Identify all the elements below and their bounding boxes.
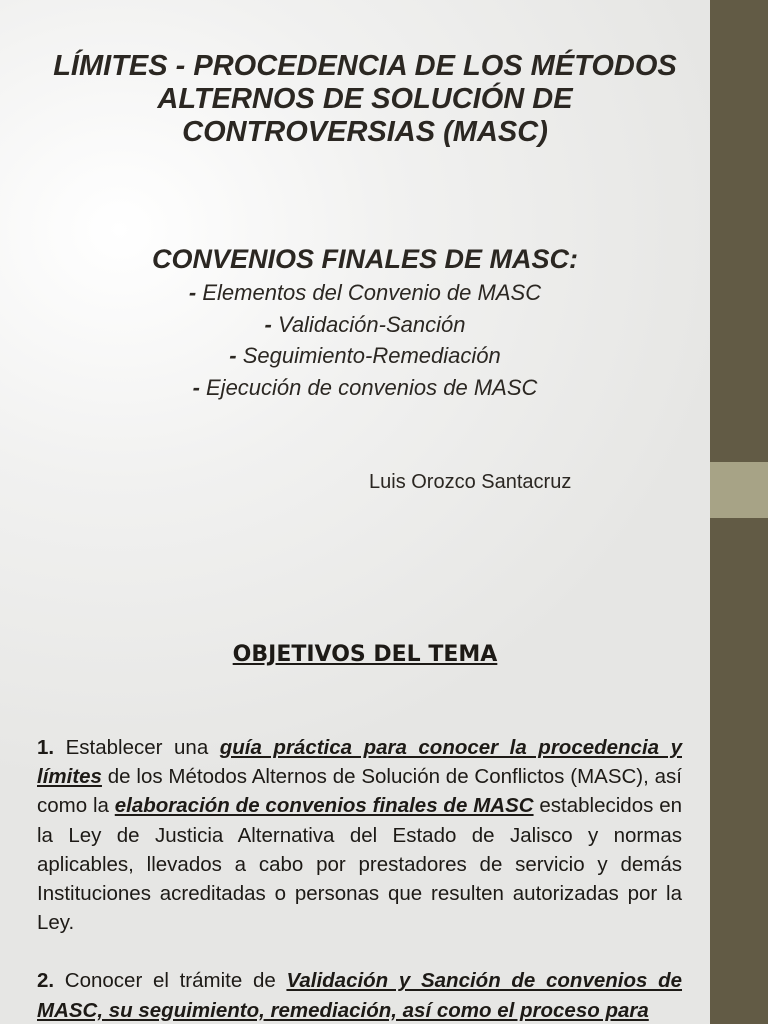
title-line-1: LÍMITES - PROCEDENCIA DE LOS MÉTODOS: [53, 50, 677, 82]
subtitle-item: [20, 372, 710, 404]
item-text: Seguimiento-Remediación: [236, 343, 501, 368]
side-bar-accent: [710, 462, 768, 518]
subtitle-item: [20, 277, 710, 309]
objective-emphasis: Validación y Sanción de convenios de MASC, su seguimiento, remediación, así como el proceso para: [37, 969, 683, 1022]
objective-item: [37, 733, 682, 937]
slide-title: [20, 50, 710, 149]
item-dash: -: [264, 311, 272, 337]
item-dash: -: [192, 374, 200, 400]
objective-text: Conocer el trámite de: [54, 969, 287, 993]
objective-number: 1.: [37, 736, 55, 759]
objective-text: de los Métodos Alternos de Solución de Conflictos (MASC), así como la: [37, 765, 682, 818]
objective-item: [37, 966, 682, 1024]
author-name: Luis Orozco Santacruz: [369, 471, 572, 493]
item-text: Ejecución de convenios de MASC: [199, 374, 538, 400]
item-dash: -: [188, 280, 197, 305]
objective-emphasis: elaboración de convenios finales de MASC: [114, 794, 534, 818]
objective-text: establecidos en la Ley de Justicia Alternativa del Estado de Jalisco y normas aplicables, llevados a cabo por prestadores de servicio y demás Instituciones acreditadas o personas que resulten autorizadas por la Ley.: [37, 794, 683, 935]
objective-text: Establecer una: [54, 736, 220, 759]
item-dash: -: [229, 343, 237, 368]
objective-emphasis: guía práctica para conocer la procedencia y límites: [37, 736, 682, 789]
item-text: Validación-Sanción: [271, 311, 466, 337]
item-text: Elementos del Convenio de MASC: [196, 280, 542, 305]
subtitle-item: [20, 309, 710, 341]
objective-number: 2.: [37, 969, 55, 993]
subtitle-heading: CONVENIOS FINALES DE MASC:: [151, 244, 579, 274]
title-line-2: ALTERNOS DE SOLUCIÓN DE: [157, 83, 573, 115]
title-line-3: CONTROVERSIAS (MASC): [182, 116, 548, 148]
subtitle-block: [20, 241, 710, 403]
subtitle-item: [20, 340, 710, 372]
objectives-list: [37, 733, 682, 1024]
section-heading: OBJETIVOS DEL TEMA: [232, 642, 498, 667]
